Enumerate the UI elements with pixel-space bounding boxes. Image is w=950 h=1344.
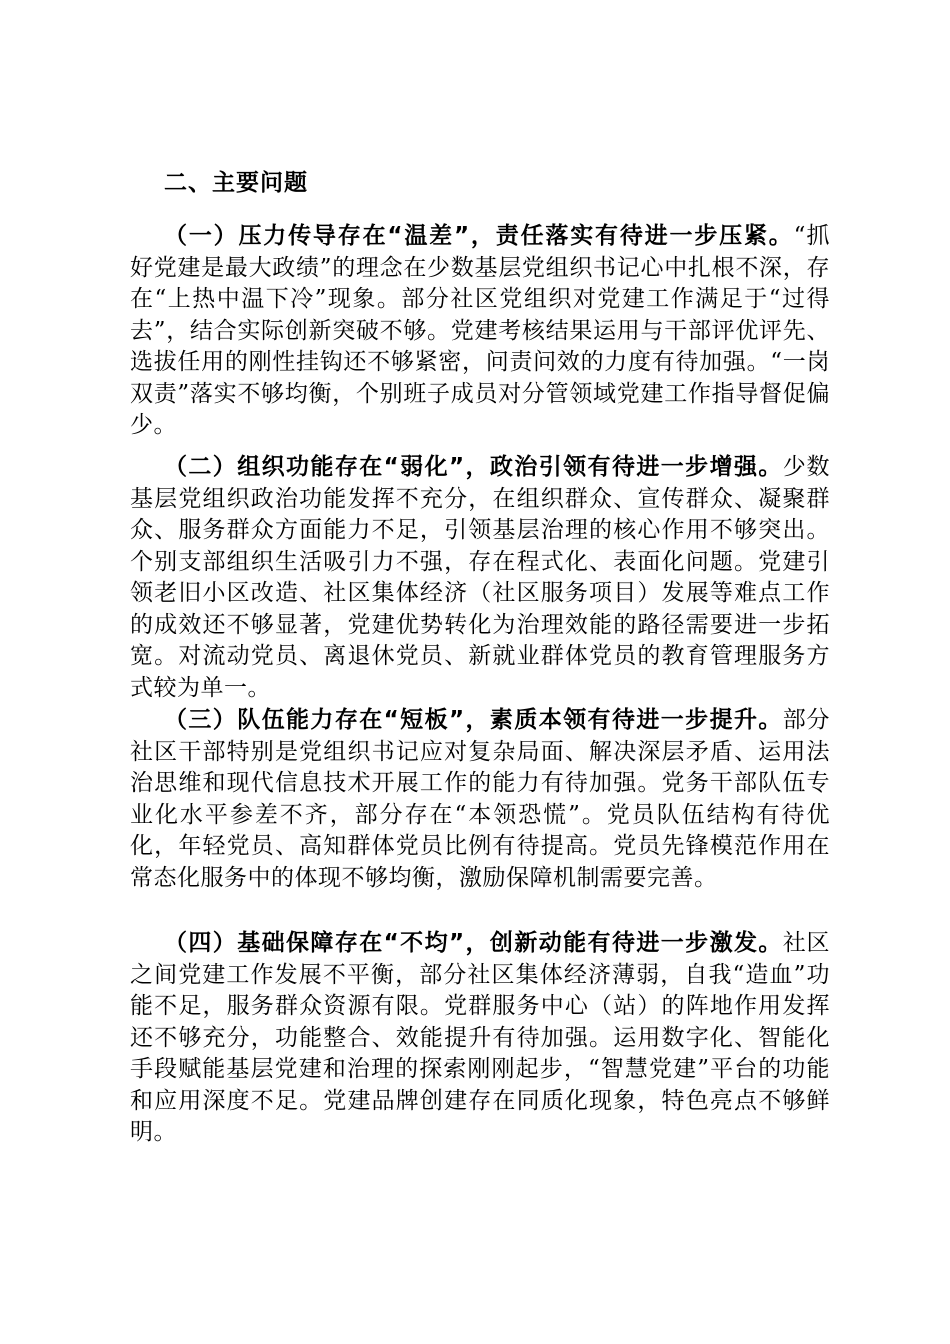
paragraph-lead: （三）队伍能力存在“短板”，素质本领有待进一步提升。 bbox=[164, 707, 783, 733]
paragraph-body: 少数基层党组织政治功能发挥不充分，在组织群众、宣传群众、凝聚群众、服务群众方面能力不足，引领基层治理的核心作用不够突出。个别支部组织生活吸引力不强，存在程式化、表面化问题。党建引领老旧小区改造、社区集体经济（社区服务项目）发展等难点工作的成效还不够显著，党建优势转化为治理效能的路径需要进一步拓宽。对流动党员、离退休党员、新就业群体党员的教育管理服务方式较为单一。 bbox=[130, 454, 831, 701]
paragraph-body: 部分社区干部特别是党组织书记应对复杂局面、解决深层矛盾、运用法治思维和现代信息技术开展工作的能力有待加强。党务干部队伍专业化水平参差不齐，部分存在“本领恐慌”。党员队伍结构有待优化，年轻党员、高知群体党员比例有待提高。党员先锋模范作用在常态化服务中的体现不够均衡，激励保障机制需要完善。 bbox=[130, 707, 831, 891]
paragraph-text bbox=[130, 705, 830, 894]
paragraph-lead: （一）压力传导存在“温差”，责任落实有待进一步压紧。 bbox=[164, 223, 794, 249]
paragraph-4 bbox=[130, 928, 830, 1149]
paragraph-body: 社区之间党建工作发展不平衡，部分社区集体经济薄弱，自我“造血”功能不足，服务群众资源有限。党群服务中心（站）的阵地作用发挥还不够充分，功能整合、效能提升有待加强。运用数字化、智能化手段赋能基层党建和治理的探索刚刚起步，“智慧党建”平台的功能和应用深度不足。党建品牌创建存在同质化现象，特色亮点不够鲜明。 bbox=[130, 930, 831, 1145]
paragraph-text bbox=[130, 221, 830, 442]
paragraph-body: “抓好党建是最大政绩”的理念在少数基层党组织书记心中扎根不深，存在“上热中温下冷”现象。部分社区党组织对党建工作满足于“过得去”，结合实际创新突破不够。党建考核结果运用与干部评优评先、选拔任用的刚性挂钩还不够紧密，问责问效的力度有待加强。“一岗双责”落实不够均衡，个别班子成员对分管领域党建工作指导督促偏少。 bbox=[130, 223, 830, 438]
paragraph-3 bbox=[130, 705, 830, 894]
paragraph-text bbox=[130, 928, 830, 1149]
section-heading: 二、主要问题 bbox=[164, 170, 308, 196]
paragraph-lead: （二）组织功能存在“弱化”，政治引领有待进一步增强。 bbox=[164, 454, 783, 480]
paragraph-lead: （四）基础保障存在“不均”，创新动能有待进一步激发。 bbox=[164, 930, 783, 956]
paragraph-1 bbox=[130, 221, 830, 442]
paragraph-2 bbox=[130, 452, 830, 704]
paragraph-text bbox=[130, 452, 830, 704]
